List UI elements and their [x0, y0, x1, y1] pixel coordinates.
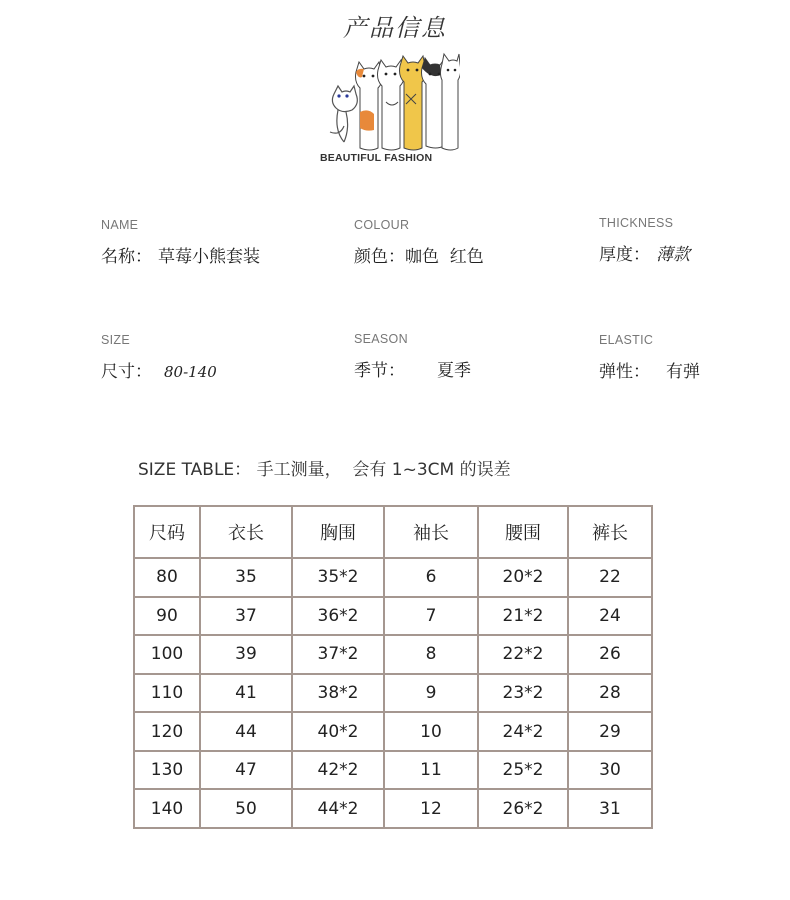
table-cell: 38*2 [292, 674, 384, 713]
table-cell: 28 [568, 674, 652, 713]
table-cell: 7 [384, 597, 478, 636]
field-elastic-label: 弹性： [599, 362, 650, 382]
table-cell: 8 [384, 635, 478, 674]
size-table-caption: SIZE TABLE： 手工测量， 会有 1~3CM 的误差 [138, 460, 511, 480]
size-table [133, 505, 653, 829]
table-cell: 30 [568, 751, 652, 790]
field-elastic [599, 333, 700, 382]
table-cell: 24*2 [478, 712, 568, 751]
table-cell: 6 [384, 558, 478, 597]
field-season-value: 夏季 [437, 361, 471, 381]
table-row [134, 712, 652, 751]
field-elastic-value: 有弹 [666, 362, 700, 382]
field-thickness-label: 厚度： [599, 245, 650, 265]
table-cell: 35*2 [292, 558, 384, 597]
table-cell: 37 [200, 597, 292, 636]
table-row [134, 597, 652, 636]
table-cell: 9 [384, 674, 478, 713]
table-cell: 44 [200, 712, 292, 751]
field-season-label: 季节： [354, 361, 405, 381]
table-row [134, 674, 652, 713]
table-cell: 44*2 [292, 789, 384, 828]
table-cell: 21*2 [478, 597, 568, 636]
table-row [134, 558, 652, 597]
table-cell: 22 [568, 558, 652, 597]
field-size-value: 80-140 [164, 363, 217, 381]
cat-small-icon [330, 86, 357, 142]
table-cell: 26 [568, 635, 652, 674]
field-name [101, 218, 260, 267]
size-table-header-row [134, 506, 652, 558]
field-colour-label: 颜色： [354, 247, 405, 267]
table-cell: 47 [200, 751, 292, 790]
table-cell: 12 [384, 789, 478, 828]
page-title: 产品信息 [343, 14, 447, 42]
size-table-header-cell: 尺码 [134, 506, 200, 558]
table-cell: 31 [568, 789, 652, 828]
field-name-value: 草莓小熊套装 [158, 247, 260, 267]
table-cell: 25*2 [478, 751, 568, 790]
table-cell: 29 [568, 712, 652, 751]
table-cell: 26*2 [478, 789, 568, 828]
table-cell: 35 [200, 558, 292, 597]
table-cell: 20*2 [478, 558, 568, 597]
field-name-en: NAME [101, 218, 139, 232]
table-cell: 42*2 [292, 751, 384, 790]
table-cell: 80 [134, 558, 200, 597]
table-cell: 140 [134, 789, 200, 828]
table-cell: 90 [134, 597, 200, 636]
field-colour-value: 咖色 红色 [405, 247, 484, 267]
table-cell: 23*2 [478, 674, 568, 713]
size-table-header-cell: 裤长 [568, 506, 652, 558]
table-cell: 40*2 [292, 712, 384, 751]
field-thickness-value: 薄款 [656, 245, 690, 265]
cat-white-tall-icon [441, 54, 461, 150]
table-cell: 36*2 [292, 597, 384, 636]
table-cell: 50 [200, 789, 292, 828]
field-thickness-en: THICKNESS [599, 216, 674, 230]
field-colour [354, 218, 484, 267]
table-cell: 130 [134, 751, 200, 790]
table-row [134, 635, 652, 674]
field-size-label: 尺寸： [101, 362, 152, 382]
table-row [134, 751, 652, 790]
table-cell: 24 [568, 597, 652, 636]
field-season-en: SEASON [354, 332, 408, 346]
field-name-label: 名称： [101, 247, 152, 267]
table-cell: 11 [384, 751, 478, 790]
field-elastic-en: ELASTIC [599, 333, 654, 347]
table-cell: 120 [134, 712, 200, 751]
size-table-header-cell: 衣长 [200, 506, 292, 558]
table-cell: 37*2 [292, 635, 384, 674]
size-table-header-cell: 腰围 [478, 506, 568, 558]
size-table-header-cell: 袖长 [384, 506, 478, 558]
field-size-en: SIZE [101, 333, 130, 347]
table-cell: 100 [134, 635, 200, 674]
table-cell: 39 [200, 635, 292, 674]
table-cell: 41 [200, 674, 292, 713]
logo-text: BEAUTIFUL FASHION [320, 152, 433, 164]
field-size [101, 333, 217, 382]
field-season [354, 332, 471, 381]
table-row [134, 789, 652, 828]
size-table-header-cell: 胸围 [292, 506, 384, 558]
field-colour-en: COLOUR [354, 218, 410, 232]
field-thickness [599, 216, 690, 265]
table-cell: 110 [134, 674, 200, 713]
table-cell: 10 [384, 712, 478, 751]
table-cell: 22*2 [478, 635, 568, 674]
